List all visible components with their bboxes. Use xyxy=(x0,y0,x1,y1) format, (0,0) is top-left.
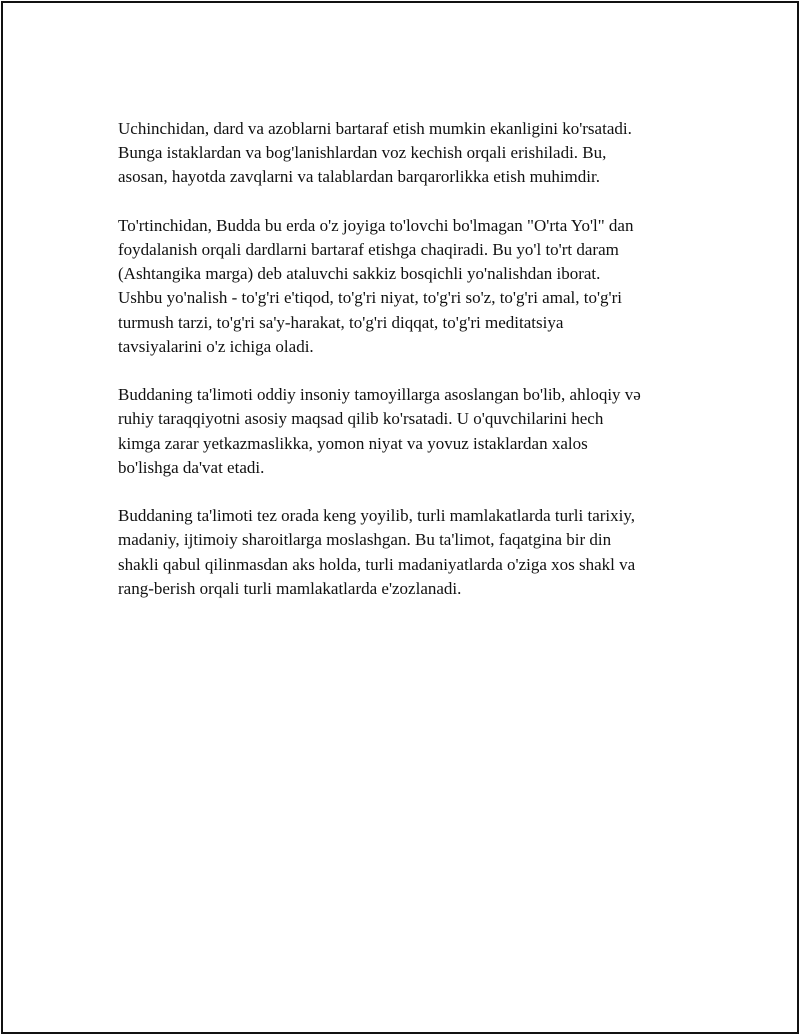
paragraph-fourth-truth: To'rtinchidan, Budda bu erda o'z joyiga to'lovchi bo'lmagan "O'rta Yo'l" dan foydalanish orqali dardlarni bartaraf etishga chaqiradi. Bu yo'l to'rt daram (Ashtangika marga) deb ataluvchi sakkiz bosqichli yo'nalishdan iborat. Ushbu yo'nalish - to'g'ri e'tiqod, to'g'ri niyat, to'g'ri so'z, to'g'ri amal, to'g'ri turmush tarzi, to'g'ri sa'y-harakat, to'g'ri diqqat, to'g'ri meditatsiya tavsiyalarini o'z ichiga oladi. xyxy=(118,215,634,356)
paragraph-teaching-spread: Buddaning ta'limoti tez orada keng yoyilib, turli mamlakatlarda turli tarixiy, madaniy, ijtimoiy sharoitlarga moslashgan. Bu ta'limot, faqatgina bir din shakli qabul qilinmasdan aks holda, turli madaniyatlarda o'ziga xos shakl va rang-berish orqali turli mamlakatlarda e'zozlanadi. xyxy=(118,506,636,598)
paragraph-teaching-principles: Buddaning ta'limoti oddiy insoniy tamoyillarga asoslangan bo'lib, ahloqiy və ruhiy taraqqiyotni asosiy maqsad qilib ko'rsatadi. U o'quvchilarini hech kimga zarar yetkazmaslikka, yomon niyat va yovuz istaklardan xalos bo'lishga da'vat etadi. xyxy=(118,385,641,477)
paragraph-third-truth: Uchinchidan, dard va azoblarni bartaraf etish mumkin ekanligini ko'rsatadi. Bunga istaklardan va bog'lanishlardan voz kechish orqali erishiladi. Bu, asosan, hayotda zavqlarni va talablardan barqarorlikka etish muhimdir. xyxy=(118,119,632,187)
document-body xyxy=(118,117,688,625)
